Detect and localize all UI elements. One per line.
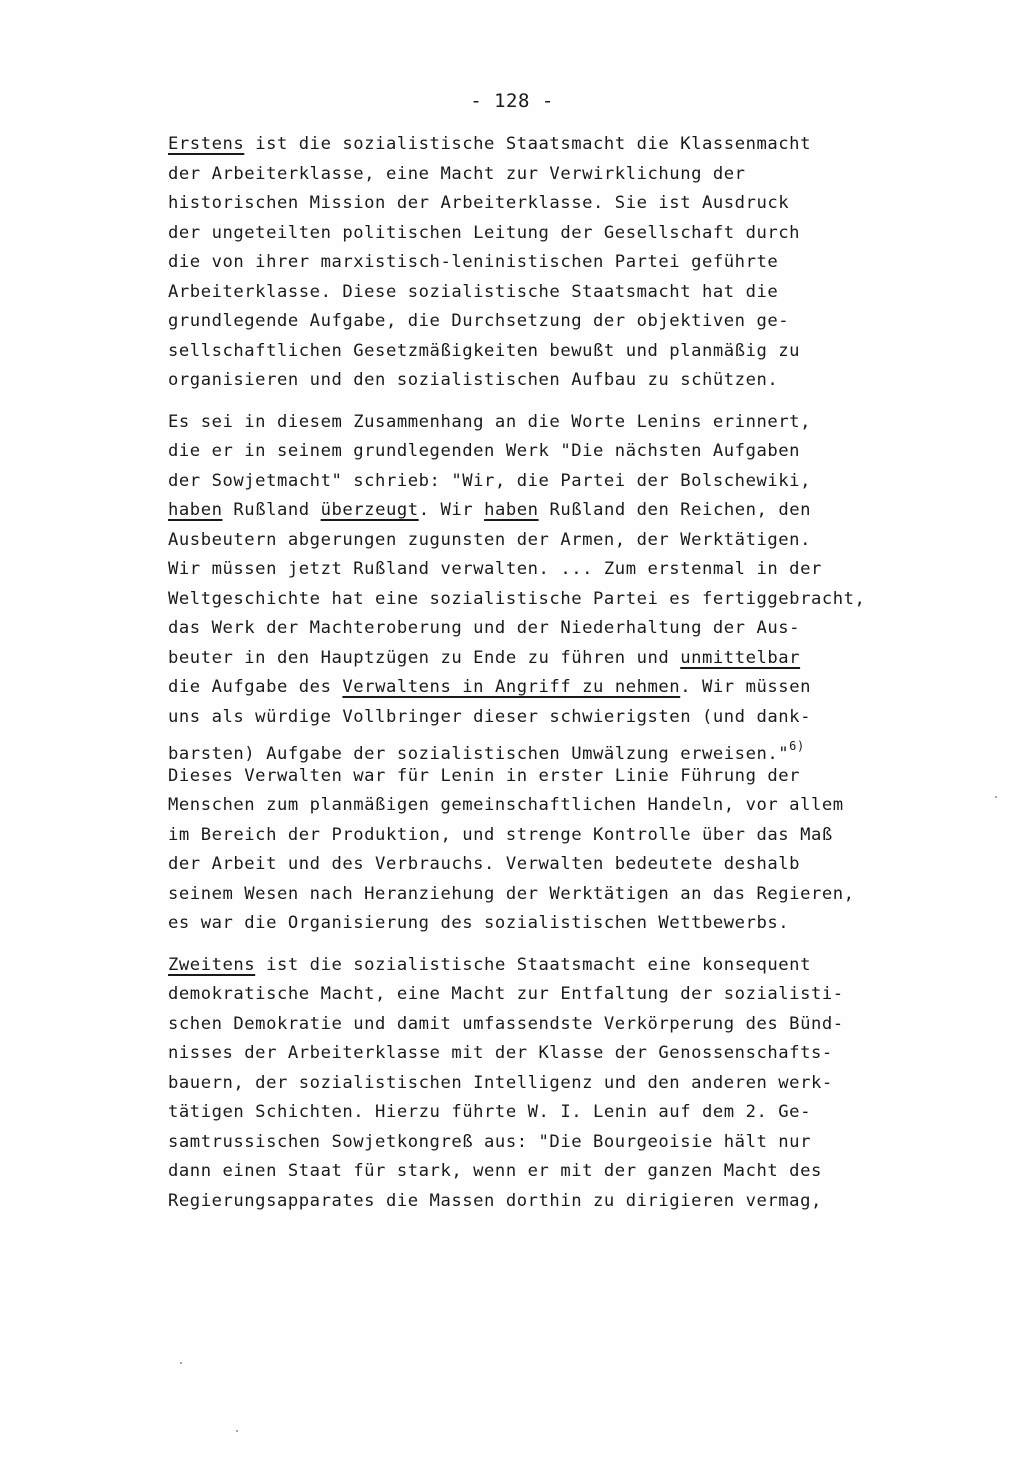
- text-segment: . Wir müssen: [680, 677, 811, 697]
- text-segment: das Werk der Machteroberung und der Niederhaltung der Aus-: [168, 618, 801, 638]
- text-line: [168, 821, 958, 851]
- text-segment: Dieses Verwalten war für Lenin in erster Linie Führung der: [168, 765, 801, 786]
- text-segment: historischen Mission der Arbeiterklasse. Sie ist Ausdruck: [168, 193, 790, 213]
- text-line: [168, 850, 958, 880]
- text-line: [168, 160, 958, 190]
- text-line: [168, 703, 958, 733]
- text-line: [168, 732, 958, 762]
- text-line: [168, 248, 958, 278]
- text-segment: im Bereich der Produktion, und strenge Kontrolle über das Maß: [168, 824, 833, 845]
- text-line: [168, 555, 958, 585]
- text-segment: der ungeteilten politischen Leitung der Gesellschaft durch: [168, 222, 801, 243]
- text-segment: tätigen Schichten. Hierzu führte W. I. Lenin auf dem 2. Ge-: [168, 1102, 811, 1122]
- text-line: [168, 437, 958, 467]
- underlined-text: haben: [484, 500, 539, 520]
- text-segment: der Arbeiterklasse, eine Macht zur Verwirklichung der: [168, 163, 746, 184]
- text-segment: die von ihrer marxistisch-leninistischen Partei geführte: [168, 252, 779, 272]
- text-segment: es war die Organisierung des sozialistischen Wettbewerbs.: [168, 913, 790, 933]
- text-segment: demokratische Macht, eine Macht zur Entfaltung der sozialisti-: [168, 984, 844, 1004]
- text-line: [168, 909, 958, 939]
- text-line: [168, 673, 958, 703]
- underlined-text: Zweitens: [168, 954, 256, 975]
- text-line: [168, 1069, 958, 1099]
- text-line: [168, 467, 958, 497]
- text-segment: ist die sozialistische Staatsmacht die Klassenmacht: [244, 134, 811, 154]
- scan-speck: [180, 1362, 182, 1364]
- text-line: [168, 1039, 958, 1069]
- body-text: [168, 130, 958, 1216]
- text-segment: nisses der Arbeiterklasse mit der Klasse der Genossenschafts-: [168, 1043, 833, 1063]
- footnote-marker: 6): [789, 739, 805, 753]
- text-segment: Rußland: [222, 500, 321, 520]
- paragraph: [168, 408, 958, 939]
- text-line: [168, 189, 958, 219]
- text-line: [168, 219, 958, 249]
- text-segment: . Wir: [418, 500, 485, 520]
- underlined-text: überzeugt: [320, 500, 419, 520]
- text-segment: Wir müssen jetzt Rußland verwalten. ... Zum erstenmal in der: [168, 559, 822, 579]
- text-segment: schen Demokratie und damit umfassendste Verkörperung des Bünd-: [168, 1013, 844, 1034]
- text-line: [168, 951, 958, 981]
- text-line: [168, 980, 958, 1010]
- text-line: [168, 526, 958, 556]
- text-segment: Arbeiterklasse. Diese sozialistische Staatsmacht hat die: [168, 281, 779, 302]
- text-line: [168, 1157, 958, 1187]
- text-line: [168, 278, 958, 308]
- text-segment: Regierungsapparates die Massen dorthin zu dirigieren vermag,: [168, 1190, 822, 1211]
- text-line: [168, 307, 958, 337]
- text-line: [168, 337, 958, 367]
- text-line: [168, 1128, 958, 1158]
- text-segment: barsten) Aufgabe der sozialistischen Umwälzung erweisen.": [168, 744, 790, 764]
- text-segment: sellschaftlichen Gesetzmäßigkeiten bewußt und planmäßig zu: [168, 340, 801, 361]
- text-segment: ist die sozialistische Staatsmacht eine konsequent: [255, 954, 811, 975]
- text-line: [168, 644, 958, 674]
- text-line: [168, 130, 958, 160]
- text-line: [168, 408, 958, 438]
- text-segment: organisieren und den sozialistischen Aufbau zu schützen.: [168, 370, 779, 390]
- text-segment: seinem Wesen nach Heranziehung der Werktätigen an das Regieren,: [168, 883, 855, 904]
- text-line: [168, 585, 958, 615]
- text-line: [168, 366, 958, 396]
- text-segment: bauern, der sozialistischen Intelligenz und den anderen werk-: [168, 1072, 833, 1093]
- text-line: [168, 1098, 958, 1128]
- text-segment: grundlegende Aufgabe, die Durchsetzung der objektiven ge-: [168, 311, 790, 331]
- underlined-text: unmittelbar: [680, 647, 801, 668]
- underlined-text: Verwaltens in Angriff zu nehmen: [342, 677, 681, 697]
- text-segment: der Arbeit und des Verbrauchs. Verwalten bedeutete deshalb: [168, 854, 801, 874]
- scan-speck: [236, 1430, 238, 1432]
- text-line: [168, 614, 958, 644]
- text-segment: samtrussischen Sowjetkongreß aus: "Die Bourgeoisie hält nur: [168, 1131, 811, 1152]
- text-segment: der Sowjetmacht" schrieb: "Wir, die Partei der Bolschewiki,: [168, 470, 811, 491]
- page-number: - 128 -: [470, 90, 554, 112]
- text-segment: Ausbeutern abgerungen zugunsten der Armen, der Werktätigen.: [168, 529, 811, 550]
- text-line: [168, 1010, 958, 1040]
- text-line: [168, 791, 958, 821]
- underlined-text: haben: [168, 500, 223, 520]
- text-segment: dann einen Staat für stark, wenn er mit der ganzen Macht des: [168, 1161, 822, 1181]
- text-segment: uns als würdige Vollbringer dieser schwierigsten (und dank-: [168, 706, 811, 727]
- text-segment: beuter in den Hauptzügen zu Ende zu führen und: [168, 647, 681, 668]
- text-segment: die er in seinem grundlegenden Werk "Die nächsten Aufgaben: [168, 441, 801, 461]
- text-segment: Weltgeschichte hat eine sozialistische Partei es fertiggebracht,: [168, 588, 866, 609]
- text-segment: Rußland den Reichen, den: [538, 500, 812, 520]
- text-segment: die Aufgabe des: [168, 677, 343, 697]
- paragraph: [168, 130, 958, 396]
- paragraph: [168, 951, 958, 1217]
- underlined-text: Erstens: [168, 134, 245, 154]
- scan-speck: [995, 796, 997, 798]
- text-line: [168, 1187, 958, 1217]
- text-line: [168, 880, 958, 910]
- text-segment: Es sei in diesem Zusammenhang an die Worte Lenins erinnert,: [168, 411, 811, 432]
- text-line: [168, 762, 958, 792]
- text-line: [168, 496, 958, 526]
- text-segment: Menschen zum planmäßigen gemeinschaftlichen Handeln, vor allem: [168, 795, 844, 815]
